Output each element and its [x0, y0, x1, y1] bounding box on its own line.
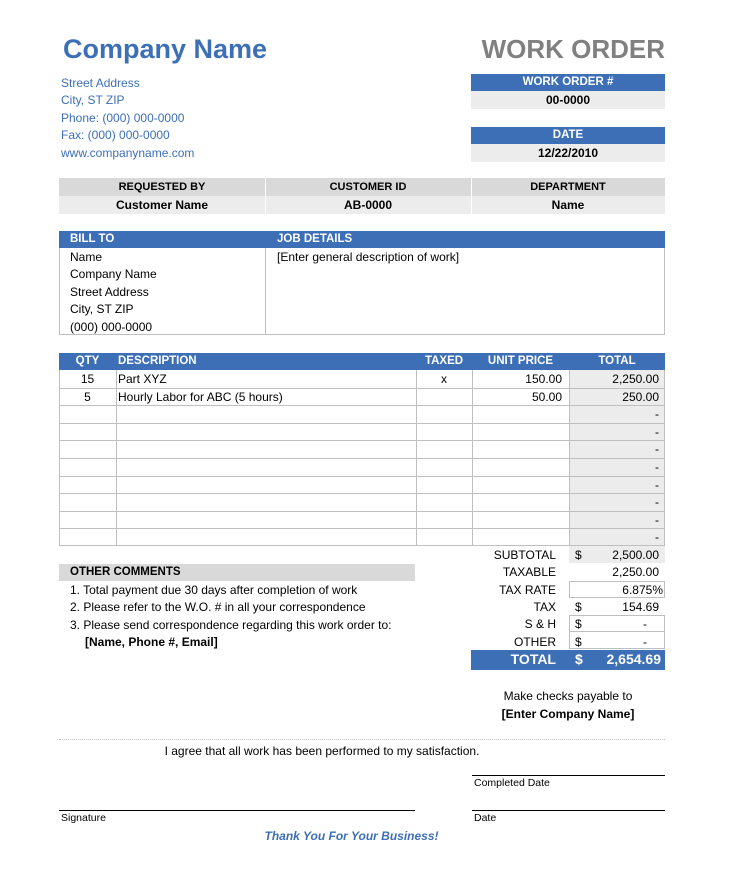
item-unit-price[interactable]: [472, 477, 562, 495]
item-taxed[interactable]: [416, 494, 472, 512]
taxed-header: TAXED: [424, 355, 464, 367]
company-fax: Fax: (000) 000-0000: [61, 128, 170, 142]
item-qty[interactable]: [59, 477, 116, 495]
item-unit-price[interactable]: [472, 494, 562, 512]
item-total[interactable]: -: [655, 442, 659, 457]
item-taxed[interactable]: [416, 441, 472, 459]
company-phone: Phone: (000) 000-0000: [61, 111, 185, 125]
item-description[interactable]: [118, 459, 414, 477]
item-total[interactable]: -: [655, 512, 659, 527]
taxable-label: TAXABLE: [502, 565, 556, 579]
item-unit-price[interactable]: 150.00: [525, 372, 562, 386]
billto-street: Street Address: [70, 285, 149, 299]
billto-name: Name: [70, 250, 103, 264]
tax-currency: $: [575, 600, 582, 614]
item-taxed[interactable]: [416, 512, 472, 530]
subtotal-currency: $: [575, 548, 582, 562]
signature-label: Signature: [61, 812, 106, 824]
completed-date-line[interactable]: [472, 775, 665, 776]
item-taxed[interactable]: x: [441, 372, 447, 386]
description-header: DESCRIPTION: [118, 355, 197, 367]
department-label: DEPARTMENT: [530, 181, 606, 193]
work-order-number-label: WORK ORDER #: [471, 74, 665, 91]
signature-date-label: Date: [474, 812, 497, 824]
sh-value: -: [643, 617, 647, 631]
item-taxed[interactable]: [416, 529, 472, 547]
billto-phone: (000) 000-0000: [70, 320, 153, 334]
item-total[interactable]: 2,250.00: [612, 372, 659, 386]
item-qty[interactable]: [59, 406, 116, 424]
item-total[interactable]: -: [655, 407, 659, 422]
item-total[interactable]: -: [655, 530, 659, 545]
requested-by-label: REQUESTED BY: [118, 181, 206, 193]
date-label: DATE: [471, 127, 665, 144]
unit-price-header: UNIT PRICE: [487, 355, 554, 367]
item-total[interactable]: -: [655, 477, 659, 492]
item-qty[interactable]: [59, 494, 116, 512]
item-description[interactable]: [118, 494, 414, 512]
total-header: TOTAL: [598, 355, 636, 367]
comment-line-3: 3. Please send correspondence regarding this work order to:: [70, 618, 392, 632]
item-qty[interactable]: [59, 512, 116, 530]
item-description[interactable]: [118, 406, 414, 424]
billto-company: Company Name: [70, 267, 157, 281]
other-currency: $: [575, 635, 582, 649]
item-taxed[interactable]: [416, 424, 472, 442]
subtotal-label: SUBTOTAL: [493, 548, 556, 562]
date-value: 12/22/2010: [471, 144, 665, 162]
subtotal-value: 2,500.00: [612, 548, 659, 562]
total-label: TOTAL: [510, 651, 556, 667]
item-taxed[interactable]: [416, 459, 472, 477]
payable-line-2: [Enter Company Name]: [501, 707, 635, 721]
item-taxed[interactable]: [416, 389, 472, 407]
item-unit-price[interactable]: [472, 459, 562, 477]
item-unit-price[interactable]: 50.00: [531, 389, 562, 404]
work-order-number-value: 00-0000: [471, 91, 665, 109]
item-qty[interactable]: [59, 459, 116, 477]
company-name: Company Name: [63, 34, 268, 64]
item-unit-price[interactable]: [472, 424, 562, 442]
total-value: 2,654.69: [606, 651, 661, 667]
item-total[interactable]: -: [655, 495, 659, 510]
comment-line-2: 2. Please refer to the W.O. # in all your correspondence: [70, 600, 366, 614]
customer-id-label: CUSTOMER ID: [329, 181, 407, 193]
total-currency: $: [575, 651, 583, 667]
company-city: City, ST ZIP: [61, 93, 125, 107]
requested-by-value: Customer Name: [115, 198, 209, 212]
signature-line[interactable]: [59, 810, 415, 811]
item-qty[interactable]: 5: [84, 389, 91, 404]
comment-contact: [Name, Phone #, Email]: [85, 635, 218, 649]
billto-city: City, ST ZIP: [70, 302, 134, 316]
item-qty[interactable]: [59, 441, 116, 459]
item-total[interactable]: -: [655, 424, 659, 439]
item-unit-price[interactable]: [472, 512, 562, 530]
other-label: OTHER: [514, 635, 556, 649]
item-description[interactable]: [118, 441, 414, 459]
item-qty[interactable]: [59, 424, 116, 442]
item-unit-price[interactable]: [472, 406, 562, 424]
completed-date-label: Completed Date: [474, 777, 550, 789]
item-description[interactable]: [118, 477, 414, 495]
qty-header: QTY: [75, 355, 100, 367]
thank-you: Thank You For Your Business!: [264, 829, 439, 843]
item-qty[interactable]: [59, 529, 116, 547]
item-taxed[interactable]: [416, 406, 472, 424]
item-description[interactable]: [118, 512, 414, 530]
sh-currency: $: [575, 617, 582, 631]
sh-label: S & H: [524, 617, 556, 631]
customer-id-value: AB-0000: [343, 198, 393, 212]
item-taxed[interactable]: [416, 477, 472, 495]
comment-line-1: 1. Total payment due 30 days after completion of work: [70, 583, 358, 597]
item-description[interactable]: [118, 529, 414, 547]
dotted-divider: [59, 739, 665, 740]
taxrate-value: 6.875%: [622, 583, 663, 597]
taxable-value: 2,250.00: [612, 565, 659, 579]
company-street: Street Address: [61, 76, 140, 90]
taxrate-label: TAX RATE: [499, 583, 556, 597]
item-unit-price[interactable]: [472, 529, 562, 547]
item-description[interactable]: Hourly Labor for ABC (5 hours): [118, 389, 283, 404]
billto-header-bar: [59, 231, 665, 248]
department-value: Name: [551, 198, 585, 212]
date-line[interactable]: [472, 810, 665, 811]
other-value: -: [643, 635, 647, 649]
payable-line-1: Make checks payable to: [503, 689, 633, 703]
item-qty[interactable]: 15: [80, 372, 95, 386]
company-website: www.companyname.com: [61, 146, 195, 160]
job-details-text: [Enter general description of work]: [277, 250, 460, 264]
tax-value: 154.69: [622, 600, 659, 614]
item-total[interactable]: -: [655, 460, 659, 474]
billto-label: BILL TO: [70, 233, 115, 245]
item-description[interactable]: [118, 424, 414, 442]
comments-label: OTHER COMMENTS: [70, 566, 181, 578]
tax-label: TAX: [533, 600, 556, 614]
agreement-text: I agree that all work has been performed to my satisfaction.: [164, 744, 480, 758]
job-details-label: JOB DETAILS: [277, 233, 353, 245]
item-description[interactable]: Part XYZ: [118, 372, 167, 386]
item-total[interactable]: 250.00: [622, 389, 659, 404]
item-unit-price[interactable]: [472, 441, 562, 459]
document-title: WORK ORDER: [481, 34, 665, 64]
